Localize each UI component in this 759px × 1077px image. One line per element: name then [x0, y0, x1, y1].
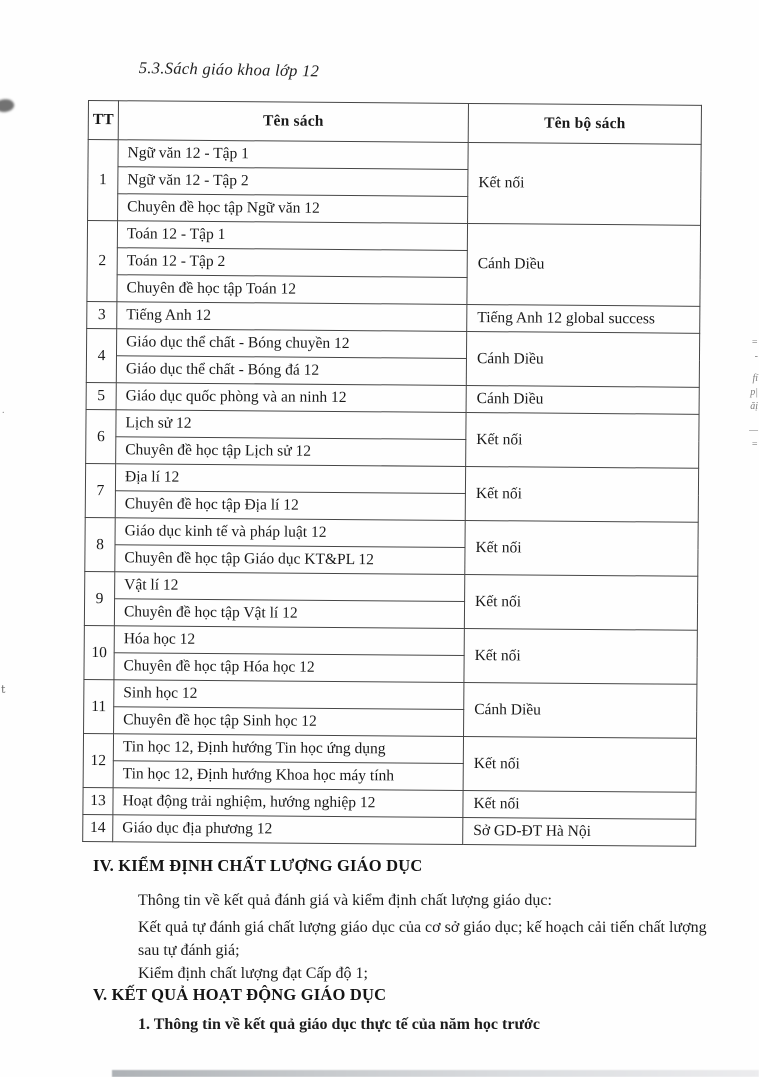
book-title-cell: Vật lí 12 [115, 572, 465, 602]
book-title-cell: Chuyên đề học tập Sinh học 12 [114, 707, 464, 737]
book-title-cell: Toán 12 - Tập 2 [117, 248, 467, 278]
book-title-cell: Địa lí 12 [115, 464, 465, 494]
pencil-mark: - [754, 351, 758, 362]
pencil-mark: ăị [750, 401, 758, 412]
book-title-cell: Chuyên đề học tập Ngữ văn 12 [118, 194, 468, 224]
column-header-ten-sach: Tên sách [118, 101, 468, 143]
book-title-cell: Tiếng Anh 12 [117, 302, 467, 332]
paragraph-assessment-info: Thông tin về kết quả đánh giá và kiểm định chất lượng giáo dục: [138, 892, 552, 909]
book-title-cell: Giáo dục địa phương 12 [113, 815, 463, 845]
paragraph-self-assessment-result: Kết quả tự đánh giá chất lượng giáo dục của cơ sở giáo dục; kế hoạch cải tiến chất lượng sau tự đánh giá; [138, 919, 707, 959]
row-number-cell: 3 [87, 301, 117, 328]
pencil-mark: = [751, 439, 758, 450]
series-name-cell: Kết nối [466, 412, 699, 468]
book-title-cell: Chuyên đề học tập Lịch sử 12 [116, 437, 466, 467]
series-name-cell: Kết nối [468, 142, 702, 225]
table-header-row [88, 101, 701, 145]
pencil-mark: = [751, 337, 758, 348]
row-number-cell: 9 [84, 571, 114, 625]
row-number-cell: 12 [83, 733, 113, 787]
table-body [83, 140, 701, 847]
book-title-cell: Tin học 12, Định hướng Tin học ứng dụng [113, 734, 463, 764]
book-title-cell: Chuyên đề học tập Giáo dục KT&PL 12 [115, 545, 465, 575]
series-name-cell: Cánh Diều [466, 385, 699, 414]
row-number-cell: 13 [83, 787, 113, 814]
column-header-ten-bo-sach: Tên bộ sách [468, 103, 701, 144]
scan-smudge-mark [0, 97, 16, 115]
book-title-cell: Hóa học 12 [114, 626, 464, 656]
pencil-mark: p| [750, 387, 758, 398]
section-5-3-heading: 5.3.Sách giáo khoa lớp 12 [138, 58, 320, 81]
series-name-cell: Kết nối [464, 574, 697, 630]
row-number-cell: 1 [88, 140, 119, 221]
row-number-cell: 4 [86, 328, 116, 382]
series-name-cell: Cánh Diều [466, 331, 699, 387]
scan-pen-mark: t [1, 683, 6, 696]
row-number-cell: 14 [83, 814, 113, 841]
book-title-cell: Chuyên đề học tập Địa lí 12 [115, 491, 465, 521]
section-iv-heading: IV. KIỂM ĐỊNH CHẤT LƯỢNG GIÁO DỤC [93, 856, 423, 875]
series-name-cell: Sở GD-ĐT Hà Nội [463, 817, 696, 846]
book-title-cell: Hoạt động trải nghiệm, hướng nghiệp 12 [113, 788, 463, 818]
margin-pencil-marks [740, 336, 758, 452]
series-name-cell: Kết nối [465, 466, 698, 522]
row-number-cell: 7 [85, 463, 115, 517]
book-title-cell: Toán 12 - Tập 1 [117, 221, 467, 251]
paragraph-accreditation-level: Kiểm định chất lượng đạt Cấp độ 1; [138, 965, 368, 982]
book-title-cell: Ngữ văn 12 - Tập 2 [118, 167, 468, 197]
row-number-cell: 8 [85, 517, 115, 571]
series-name-cell: Kết nối [463, 736, 696, 792]
book-title-cell: Chuyên đề học tập Hóa học 12 [114, 653, 464, 683]
book-title-cell: Giáo dục thể chất - Bóng đá 12 [116, 356, 466, 386]
book-title-cell: Chuyên đề học tập Toán 12 [117, 275, 467, 305]
series-name-cell: Cánh Diều [467, 223, 701, 306]
series-name-cell: Kết nối [465, 520, 698, 576]
column-header-tt: TT [88, 101, 118, 140]
row-number-cell: 11 [84, 679, 114, 733]
book-title-cell: Giáo dục kinh tế và pháp luật 12 [115, 518, 465, 548]
book-title-cell: Giáo dục thể chất - Bóng chuyền 12 [116, 329, 466, 359]
row-number-cell: 2 [87, 221, 118, 302]
pencil-mark: fí [752, 373, 758, 384]
row-number-cell: 10 [84, 625, 114, 679]
pencil-mark: — [749, 425, 758, 436]
book-title-cell: Tin học 12, Định hướng Khoa học máy tính [113, 761, 463, 791]
series-name-cell: Kết nối [463, 790, 696, 819]
scan-edge-shadow [112, 1070, 759, 1077]
textbook-table [82, 100, 702, 847]
series-name-cell: Tiếng Anh 12 global success [467, 304, 700, 333]
section-v-sub-heading: 1. Thông tin về kết quả giáo dục thực tế của năm học trước [138, 1016, 540, 1033]
book-title-cell: Lịch sử 12 [116, 410, 466, 440]
book-title-cell: Chuyên đề học tập Vật lí 12 [114, 599, 464, 629]
series-name-cell: Cánh Diều [464, 682, 697, 738]
series-name-cell: Kết nối [464, 628, 697, 684]
row-number-cell: 5 [86, 382, 116, 409]
section-v-heading: V. KẾT QUẢ HOẠT ĐỘNG GIÁO DỤC [93, 985, 387, 1004]
scan-dot-mark: . [2, 405, 5, 416]
textbook-table-wrapper [82, 100, 701, 847]
table-row [83, 814, 696, 846]
book-title-cell: Sinh học 12 [114, 680, 464, 710]
row-number-cell: 6 [86, 409, 116, 463]
book-title-cell: Giáo dục quốc phòng và an ninh 12 [116, 383, 466, 413]
book-title-cell: Ngữ văn 12 - Tập 1 [118, 140, 468, 170]
